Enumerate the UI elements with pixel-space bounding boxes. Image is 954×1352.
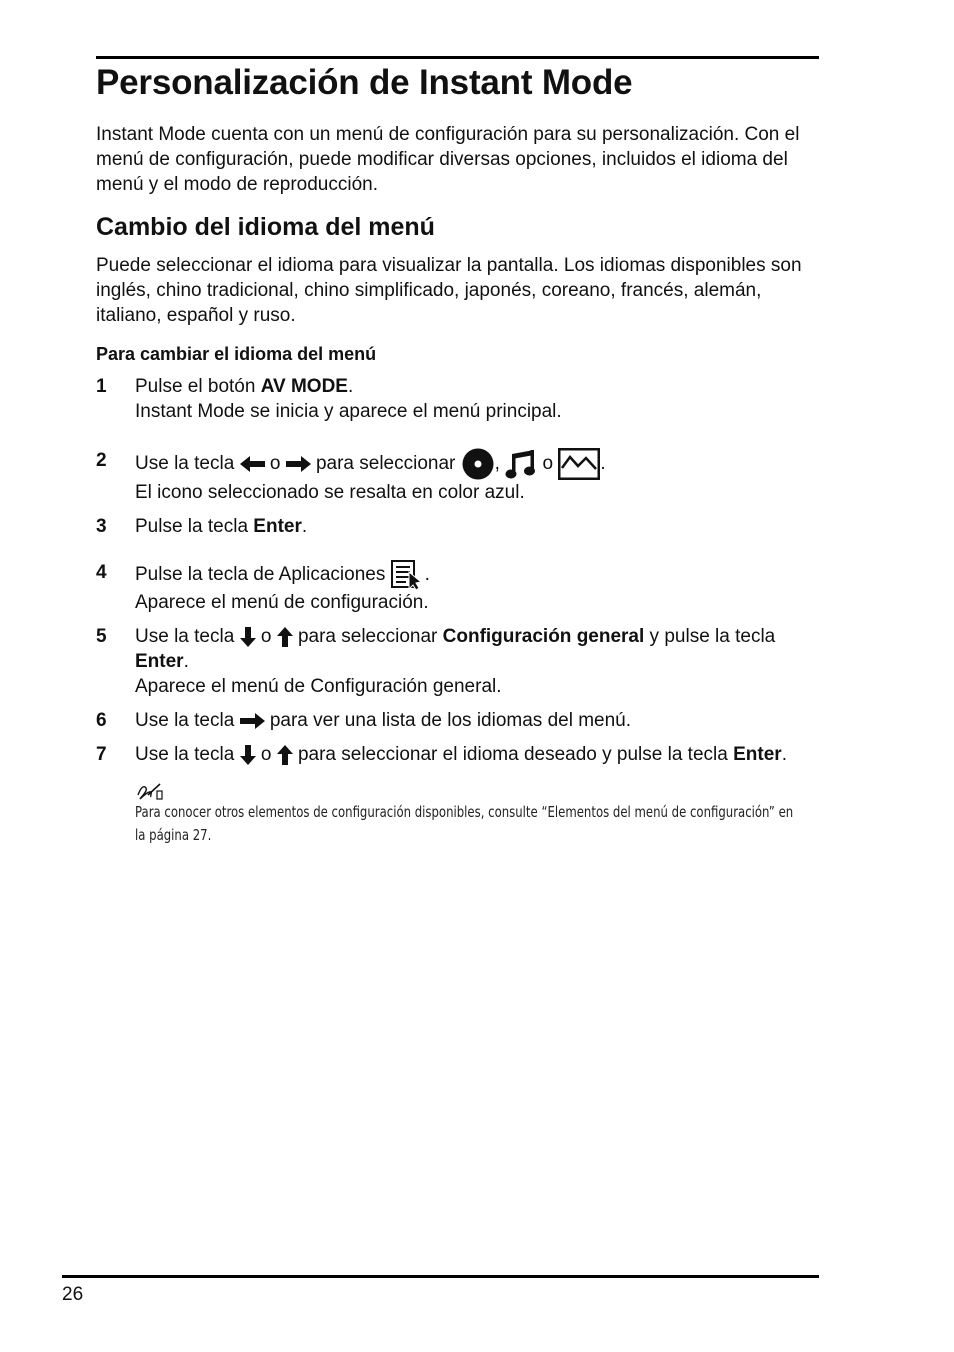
- step-result: Aparece el menú de configuración.: [135, 592, 429, 613]
- step-option-general-config: Configuración general: [442, 626, 645, 647]
- step-text: Pulse la tecla de Aplicaciones: [135, 564, 391, 586]
- step-text: .: [781, 744, 787, 765]
- step-text: para seleccionar: [310, 453, 461, 475]
- step-2: [96, 448, 820, 505]
- step-key-av-mode: AV MODE: [260, 376, 348, 397]
- up-arrow-icon: [277, 745, 293, 765]
- step-number: 7: [96, 744, 107, 765]
- step-number: 4: [96, 562, 107, 583]
- step-key-enter: Enter: [253, 516, 302, 537]
- page-content: [96, 60, 820, 847]
- section-heading: Cambio del idioma del menú: [96, 213, 435, 241]
- step-text: o: [537, 453, 559, 475]
- step-text: Pulse el botón: [135, 376, 261, 397]
- step-text: .: [600, 453, 606, 475]
- step-text: .: [183, 651, 189, 672]
- photo-icon: [558, 448, 600, 480]
- right-arrow-icon: [240, 713, 265, 729]
- section-description: Puede seleccionar el idioma para visualizar la pantalla. Los idiomas disponibles son inglés, chino tradicional, chino simplificado, japonés, coreano, francés, alemán, italiano, español y ruso.: [96, 255, 802, 326]
- step-text: .: [301, 516, 308, 537]
- procedure-title: Para cambiar el idioma del menú: [96, 344, 377, 364]
- step-5: [96, 624, 820, 699]
- step-text: Pulse la tecla: [135, 516, 254, 537]
- step-text: para seleccionar: [292, 626, 443, 647]
- step-number: 3: [96, 516, 107, 537]
- step-text: o: [255, 626, 277, 647]
- step-7: [96, 742, 820, 767]
- music-note-icon: [505, 449, 537, 479]
- step-4: [96, 560, 820, 615]
- step-number: 6: [96, 710, 107, 731]
- step-text: o: [264, 453, 286, 475]
- left-arrow-icon: [240, 456, 265, 472]
- step-6: [96, 708, 820, 733]
- down-arrow-icon: [240, 627, 256, 647]
- step-3: [96, 514, 820, 539]
- pencil-note-icon: [135, 781, 165, 801]
- intro-paragraph: Instant Mode cuenta con un menú de configuración para su personalización. Con el menú de configuración, puede modificar diversas opciones, incluidos el idioma del menú y el modo de reproducción.: [96, 124, 800, 195]
- step-text: para seleccionar el idioma deseado y pulse la tecla: [292, 744, 734, 765]
- page-number: 26: [62, 1284, 84, 1305]
- bottom-rule: [62, 1275, 819, 1278]
- step-number: 2: [96, 450, 107, 471]
- step-result: El icono seleccionado se resalta en color azul.: [135, 482, 525, 503]
- step-text: .: [347, 376, 354, 397]
- step-result: Instant Mode se inicia y aparece el menú principal.: [135, 401, 562, 422]
- step-result: Aparece el menú de Configuración general.: [135, 676, 502, 697]
- page-title: Personalización de Instant Mode: [96, 63, 633, 102]
- steps-list: [96, 374, 820, 767]
- up-arrow-icon: [277, 627, 293, 647]
- top-rule: [96, 56, 819, 59]
- right-arrow-icon: [286, 456, 311, 472]
- applications-key-icon: [391, 560, 425, 590]
- step-text: y pulse la tecla: [644, 626, 776, 647]
- down-arrow-icon: [240, 745, 256, 765]
- step-text: para ver una lista de los idiomas del menú.: [264, 710, 632, 731]
- disc-icon: [461, 448, 495, 480]
- note-text: Para conocer otros elementos de configuración disponibles, consulte “Elementos del menú de configuración” en la página 27.: [135, 803, 794, 844]
- note-block: [135, 781, 820, 847]
- step-key-enter: Enter: [733, 744, 782, 765]
- step-text: Use la tecla: [135, 710, 240, 731]
- step-text: .: [424, 564, 430, 586]
- step-text: o: [255, 744, 277, 765]
- step-key-enter: Enter: [135, 651, 184, 672]
- step-number: 5: [96, 626, 107, 647]
- step-text: Use la tecla: [135, 744, 240, 765]
- step-text: ,: [494, 453, 506, 475]
- step-1: [96, 374, 820, 424]
- step-text: Use la tecla: [135, 626, 240, 647]
- step-number: 1: [96, 376, 107, 397]
- step-text: Use la tecla: [135, 453, 240, 475]
